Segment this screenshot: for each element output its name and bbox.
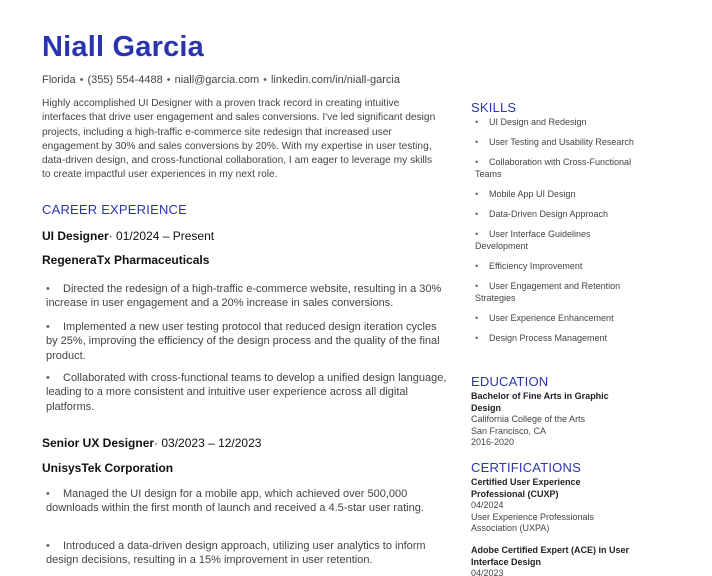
skill-text: Efficiency Improvement [489,261,583,271]
bullet-dot: • [46,372,50,384]
education-heading: EDUCATION [471,374,549,389]
certification-entry [471,477,636,535]
separator: • [263,74,267,86]
skill-text: User Engagement and Retention Strategies [475,281,621,303]
bullet-dot: • [46,283,50,295]
job-title-line [42,229,214,243]
certification-entry [471,545,636,576]
certifications-heading: CERTIFICATIONS [471,460,581,475]
phone-text: (355) 554-4488 [87,74,163,86]
bullet-dot: • [475,261,479,271]
bullet-dot: • [475,229,479,239]
school-name: California College of the Arts [471,414,586,424]
bullet-text: Introduced a data-driven design approach, utilizing user analytics to inform design decisions, resulting in a 15% improvement in user retention. [46,540,426,567]
bullet-dot: • [475,281,479,291]
bullet-text: Managed the UI design for a mobile app, which achieved over 500,000 downloads within the first month of launch and received a 4.5-star user rating. [46,488,424,515]
skills-list [475,116,635,352]
bullet-dot: • [475,189,479,199]
skill-item [475,188,635,200]
skill-item [475,260,635,272]
bullet-dot: • [475,333,479,343]
job-dates: · 03/2023 – 12/2023 [154,436,262,450]
list-item [46,371,450,414]
contact-line [42,74,400,86]
company-name: RegeneraTx Pharmaceuticals [42,253,210,267]
skill-text: Mobile App UI Design [489,189,576,199]
skill-text: User Experience Enhancement [489,313,614,323]
skill-item [475,116,635,128]
list-item [46,320,450,363]
bullet-dot: • [475,209,479,219]
linkedin-link[interactable]: linkedin.com/in/niall-garcia [270,74,400,86]
separator: • [166,74,171,86]
skill-text: Design Process Management [489,333,608,343]
bullet-dot: • [46,321,50,333]
experience-heading: CAREER EXPERIENCE [42,202,187,217]
bullet-text: Directed the redesign of a high-traffic e-commerce website, resulting in a 30% increase in user engagement and a 20% increase in sales conversions. [46,283,442,310]
skill-item [475,332,635,344]
skill-item [475,312,635,324]
degree-name: Bachelor of Fine Arts in Graphic Design [471,391,609,413]
skill-item [475,208,635,220]
education-entry [471,391,636,449]
skill-item [475,156,635,180]
company-name: UnisysTek Corporation [42,461,174,475]
skills-heading: SKILLS [471,100,517,115]
skill-item [475,228,635,252]
certification-name: Adobe Certified Expert (ACE) in User Interface Design [471,545,630,567]
bullet-dot: • [46,540,50,552]
location-text: Florida [42,74,76,86]
skill-text: Collaboration with Cross-Functional Teams [475,157,632,179]
skill-text: UI Design and Redesign [489,117,587,127]
list-item [46,487,450,516]
certification-date: 04/2023 [471,568,504,576]
bullet-text: Collaborated with cross-functional teams to develop a unified design language, leading to a more consistent and intuitive user experience across all digital platforms. [46,372,447,413]
bullet-text: Implemented a new user testing protocol that reduced design iteration cycles by 25%, improving the efficiency of the design process and the quality of the final product. [46,321,440,362]
job-dates: · 01/2024 – Present [108,229,215,243]
job-role: Senior UX Designer [42,436,155,450]
certification-date: 04/2024 [471,500,504,510]
separator: • [79,74,84,86]
list-item [46,539,450,568]
summary-paragraph: Highly accomplished UI Designer with a proven track record in creating intuitive interfaces that drive user engagement and sales conversions. I've led significant design projects, including a high-traffic e-commerce site redesign that increased user engagement by 30% and sales conversions by 20%. With my expertise in user testing, data-driven design, and cross-functional collaboration, I am eager to leverage my skills to create impactful user experiences in my next role. [42,98,436,181]
bullet-dot: • [475,157,479,167]
candidate-name: Niall Garcia [42,31,204,63]
education-dates: 2016-2020 [471,437,515,447]
skill-item [475,136,635,148]
job-title-line [42,436,261,450]
job-role: UI Designer [42,229,109,243]
bullet-dot: • [46,488,50,500]
skill-text: User Interface Guidelines Development [475,229,591,251]
bullet-dot: • [475,117,479,127]
school-location: San Francisco, CA [471,425,547,436]
email-link[interactable]: niall@garcia.com [174,74,260,86]
skill-item [475,280,635,304]
list-item [46,282,450,311]
certification-name: Certified User Experience Professional (CUXP) [471,477,581,499]
bullet-dot: • [475,313,479,323]
skill-text: Data-Driven Design Approach [489,209,609,219]
skill-text: User Testing and Usability Research [489,137,634,147]
bullet-dot: • [475,137,479,147]
certification-issuer: User Experience Professionals Association (UXPA) [471,511,595,533]
